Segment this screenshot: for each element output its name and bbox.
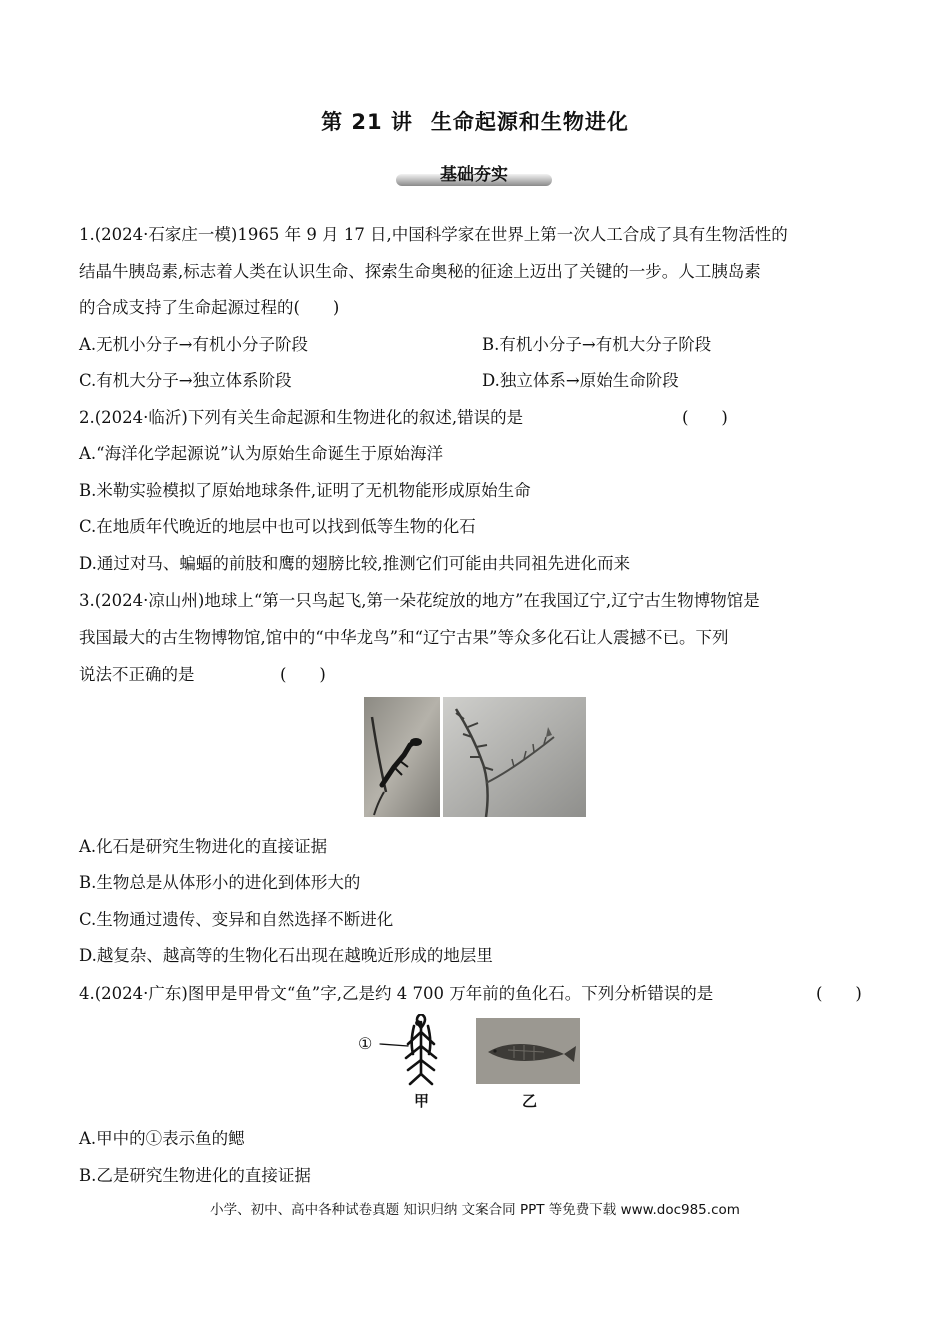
q3-answer-paren: ( )	[280, 665, 326, 684]
marker-label: ①	[358, 1034, 373, 1053]
q1-option-d: D.独立体系→原始生命阶段	[482, 371, 679, 390]
q4-option-b: B.乙是研究生物进化的直接证据	[79, 1166, 311, 1185]
section-badge	[396, 160, 552, 187]
q2-option-a: A.“海洋化学起源说”认为原始生命诞生于原始海洋	[79, 444, 444, 463]
sinosauropteryx-fossil-photo	[364, 697, 440, 817]
q4-stem: 4.(2024·广东)图甲是甲骨文“鱼”字,乙是约 4 700 万年前的鱼化石。下列分析错误的是	[79, 984, 714, 1003]
page-title	[0, 106, 950, 136]
q1-stem-line3: 的合成支持了生命起源过程的( )	[79, 298, 340, 317]
figure-label-yi: 乙	[522, 1092, 538, 1110]
q1-option-c: C.有机大分子→独立体系阶段	[79, 371, 292, 390]
lecture-topic: 生命起源和生物进化	[430, 110, 629, 134]
q2-option-c: C.在地质年代晚近的地层中也可以找到低等生物的化石	[79, 517, 476, 536]
q4-option-a: A.甲中的①表示鱼的鳃	[79, 1129, 245, 1148]
fish-fossil-photo	[476, 1018, 580, 1084]
page-footer: 小学、初中、高中各种试卷真题 知识归纳 文案合同 PPT 等免费下载 www.doc985.com	[210, 1202, 740, 1218]
q2-stem: 2.(2024·临沂)下列有关生命起源和生物进化的叙述,错误的是	[79, 408, 524, 427]
q2-option-b: B.米勒实验模拟了原始地球条件,证明了无机物能形成原始生命	[79, 481, 531, 500]
section-badge-label: 基础夯实	[440, 165, 508, 185]
q3-option-a: A.化石是研究生物进化的直接证据	[79, 837, 328, 856]
oracle-bone-fish-figure	[358, 1014, 588, 1110]
q3-stem-line1: 3.(2024·凉山州)地球上“第一只鸟起飞,第一朵花绽放的地方”在我国辽宁,辽宁古生物博物馆是	[79, 591, 760, 610]
q3-stem-line2: 我国最大的古生物博物馆,馆中的“中华龙鸟”和“辽宁古果”等众多化石让人震撼不已。下列	[79, 628, 729, 647]
q2-answer-paren: ( )	[682, 408, 728, 427]
figure-label-jia: 甲	[414, 1092, 430, 1110]
q3-option-d: D.越复杂、越高等的生物化石出现在越晚近形成的地层里	[79, 946, 493, 965]
q3-option-b: B.生物总是从体形小的进化到体形大的	[79, 873, 361, 892]
archaefructus-fossil-photo	[443, 697, 586, 817]
q1-stem-line2: 结晶牛胰岛素,标志着人类在认识生命、探索生命奥秘的征途上迈出了关键的一步。人工胰岛素	[79, 262, 761, 281]
oracle-bone-fish-character	[380, 1014, 436, 1084]
q1-stem-line1: 1.(2024·石家庄一模)1965 年 9 月 17 日,中国科学家在世界上第一次人工合成了具有生物活性的	[79, 225, 788, 244]
lecture-number: 第 21 讲	[321, 110, 413, 134]
fossil-photos	[364, 697, 586, 817]
q2-option-d: D.通过对马、蝙蝠的前肢和鹰的翅膀比较,推测它们可能由共同祖先进化而来	[79, 554, 631, 573]
q1-option-a: A.无机小分子→有机小分子阶段	[79, 335, 308, 354]
q4-answer-paren: ( )	[816, 984, 862, 1003]
q1-option-b: B.有机小分子→有机大分子阶段	[482, 335, 712, 354]
q3-option-c: C.生物通过遗传、变异和自然选择不断进化	[79, 910, 394, 929]
q3-stem-line3: 说法不正确的是	[79, 665, 195, 684]
